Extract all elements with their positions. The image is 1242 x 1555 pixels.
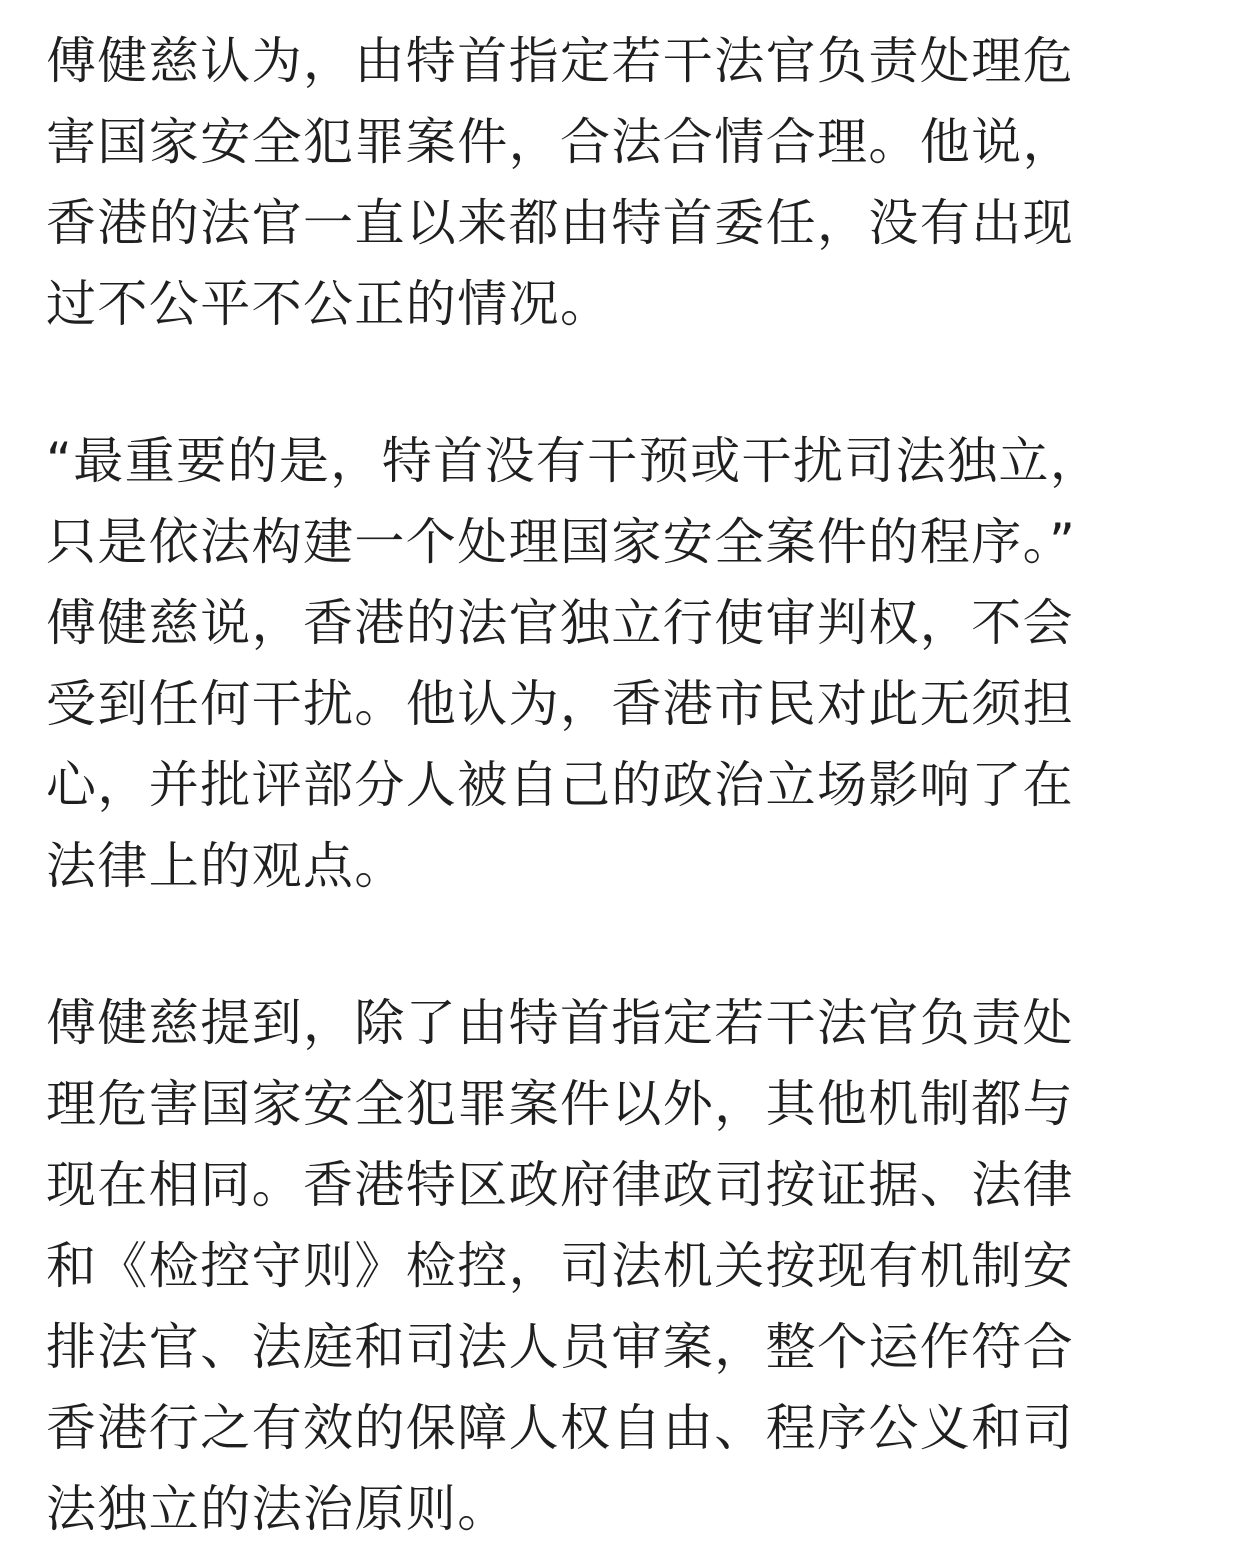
text-line: 害国家安全犯罪案件，合法合情合理。他说， — [46, 113, 1074, 171]
text-line: 香港行之有效的保障人权自由、程序公义和司 — [46, 1399, 1074, 1457]
paragraph-3 — [46, 983, 1196, 1550]
paragraph-2 — [46, 421, 1196, 907]
text-line: 过不公平不公正的情况。 — [46, 275, 612, 333]
text-line: 傅健慈提到，除了由特首指定若干法官负责处 — [46, 994, 1074, 1052]
text-line: 理危害国家安全犯罪案件以外，其他机制都与 — [46, 1075, 1074, 1133]
text-line: 傅健慈说，香港的法官独立行使审判权，不会 — [46, 594, 1074, 652]
text-line: 排法官、法庭和司法人员审案，整个运作符合 — [46, 1318, 1074, 1376]
text-line: 现在相同。香港特区政府律政司按证据、法律 — [46, 1156, 1074, 1214]
text-line: 法律上的观点。 — [46, 837, 406, 895]
text-line: 香港的法官一直以来都由特首委任，没有出现 — [46, 194, 1074, 252]
text-line: 心，并批评部分人被自己的政治立场影响了在 — [46, 756, 1074, 814]
paragraph-1 — [46, 21, 1196, 345]
text-line: 只是依法构建一个处理国家安全案件的程序。” — [46, 513, 1077, 571]
text-line: 法独立的法治原则。 — [46, 1480, 509, 1538]
text-line: “最重要的是，特首没有干预或干扰司法独立， — [46, 432, 1102, 490]
text-line: 傅健慈认为，由特首指定若干法官负责处理危 — [46, 32, 1074, 90]
text-line: 受到任何干扰。他认为，香港市民对此无须担 — [46, 675, 1074, 733]
text-line: 和《检控守则》检控，司法机关按现有机制安 — [46, 1237, 1074, 1295]
